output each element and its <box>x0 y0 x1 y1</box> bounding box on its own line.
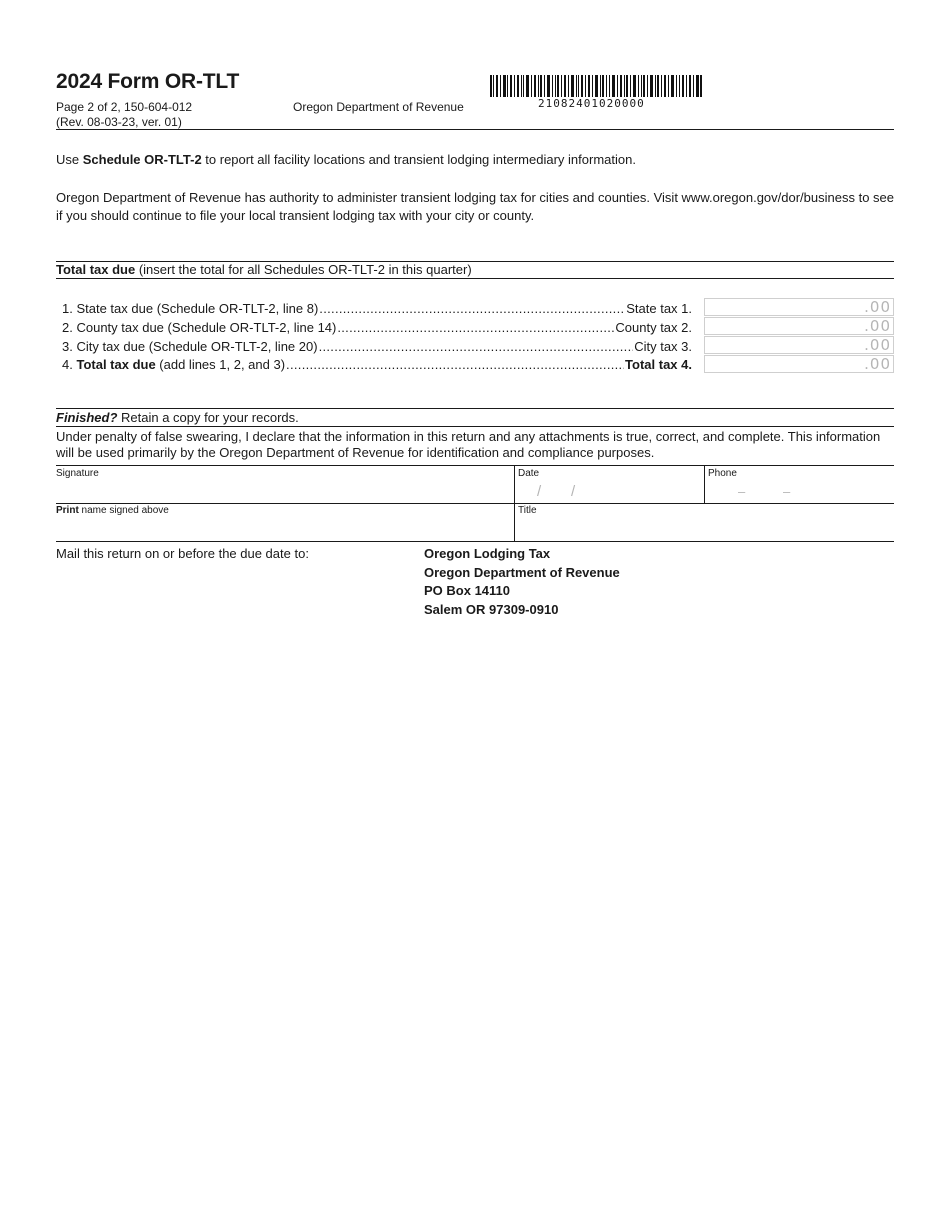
finished-note: Finished? Retain a copy for your records. <box>56 408 894 427</box>
leader-dots <box>337 318 614 337</box>
line-county-tax: 2. County tax due (Schedule OR-TLT-2, line 14) ..... County tax 2. <box>62 318 692 337</box>
mail-instruction: Mail this return on or before the due date to: <box>56 546 309 561</box>
total-tax-heading: Total tax due (insert the total for all Schedules OR-TLT-2 in this quarter) <box>56 261 894 279</box>
line-total-tax: 4. Total tax due (add lines 1, 2, and 3) ..... Total tax 4. <box>62 355 692 374</box>
header-divider <box>56 129 894 130</box>
state-tax-input[interactable]: .00 <box>704 298 894 316</box>
leader-dots <box>319 299 625 318</box>
barcode-number: 21082401020000 <box>538 97 645 110</box>
leader-dots <box>319 337 634 356</box>
mailing-address: Oregon Lodging Tax Oregon Department of Revenue PO Box 14110 Salem OR 97309-0910 <box>424 546 620 617</box>
schedule-name: Schedule OR-TLT-2 <box>82 152 202 167</box>
agency-name: Oregon Department of Revenue <box>293 100 464 114</box>
city-tax-input[interactable]: .00 <box>704 336 894 354</box>
date-field[interactable]: Date <box>518 468 540 479</box>
line-tag: City tax 3. <box>634 339 692 354</box>
penalty-declaration: Under penalty of false swearing, I declare that the information in this return and any attachments is true, correct, and complete. This information will be used primarily by the Oregon Department of Revenue for identification and compliance purposes. <box>56 429 881 460</box>
line-city-tax: 3. City tax due (Schedule OR-TLT-2, line 20) ..... City tax 3. <box>62 337 692 356</box>
phone-separator: – <box>738 484 746 499</box>
phone-separator: – <box>783 484 791 499</box>
county-tax-input[interactable]: .00 <box>704 317 894 335</box>
print-name-field[interactable]: Print name signed above <box>56 505 169 516</box>
row-divider <box>56 503 894 504</box>
title-field[interactable]: Title <box>518 505 537 516</box>
signature-block <box>56 465 894 542</box>
leader-dots <box>286 355 624 374</box>
line-state-tax: 1. State tax due (Schedule OR-TLT-2, line 8) ..... State tax 1. <box>62 299 692 318</box>
total-tax-input[interactable]: .00 <box>704 355 894 373</box>
revision-line: (Rev. 08-03-23, ver. 01) <box>56 115 182 129</box>
page-line: Page 2 of 2, 150-604-012 <box>56 100 193 114</box>
line-tag: County tax 2. <box>615 320 692 335</box>
column-divider <box>704 466 705 503</box>
form-page <box>56 0 894 1230</box>
barcode-image <box>490 75 702 97</box>
form-title: 2024 Form OR-TLT <box>56 70 240 93</box>
signature-field[interactable]: Signature <box>56 468 99 479</box>
line-tag: Total tax 4. <box>625 357 692 372</box>
column-divider <box>514 466 515 542</box>
intro-authority-note: Oregon Department of Revenue has authority to administer transient lodging tax for cities and counties. Visit www.oregon.gov/dor/business to see if you should continue to file your local transient lodging tax with your city or county. <box>56 190 894 223</box>
intro-schedule-note: Use Schedule OR-TLT-2 to report all facility locations and transient lodging intermediary information. <box>56 152 636 167</box>
phone-field[interactable]: Phone <box>708 468 737 479</box>
line-tag: State tax 1. <box>626 301 692 316</box>
page-info <box>56 100 192 130</box>
date-separator: / <box>571 483 576 500</box>
date-separator: / <box>537 483 542 500</box>
